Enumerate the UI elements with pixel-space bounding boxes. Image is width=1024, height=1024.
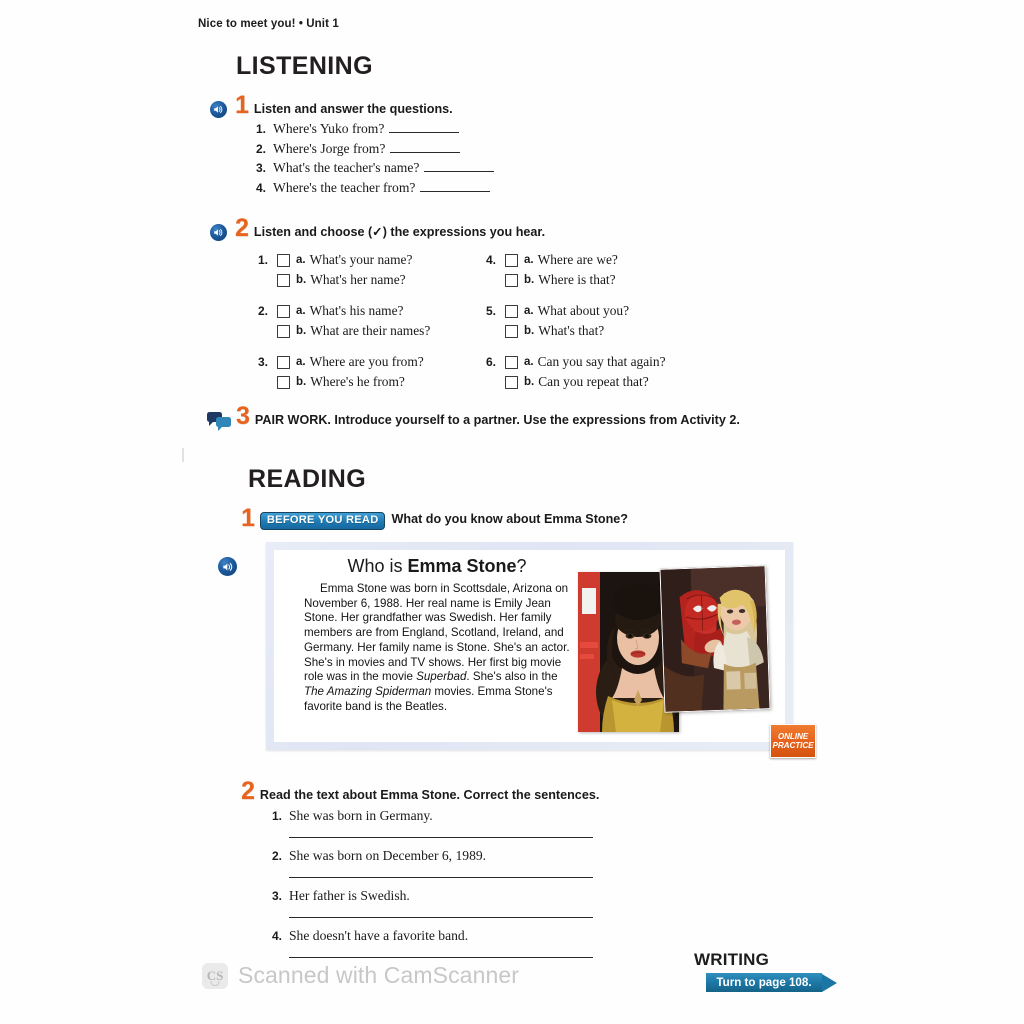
activity-listening-1 — [210, 93, 453, 118]
movie-title-superbad: Superbad — [416, 670, 467, 684]
listening-1-question-list — [256, 121, 494, 199]
before-you-read-badge: BEFORE YOU READ — [260, 512, 386, 530]
sentence-number: 1. — [272, 809, 283, 823]
answer-blank[interactable] — [389, 131, 459, 133]
choice-group — [486, 252, 714, 288]
choice-text: Can you repeat that? — [538, 374, 649, 389]
checkbox-3a[interactable] — [277, 356, 290, 369]
choice-letter: b. — [524, 325, 535, 337]
choice-letter: a. — [524, 254, 534, 266]
arrow-tip-icon — [822, 974, 837, 992]
choice-text: Can you say that again? — [537, 354, 666, 369]
choice-row — [258, 323, 486, 339]
choice-letter: a. — [524, 356, 534, 368]
choice-letter: b. — [296, 376, 307, 388]
question-number: 3. — [256, 161, 267, 175]
passage-part-2: . She's also in the — [466, 670, 558, 684]
checkbox-2b[interactable] — [277, 325, 290, 338]
list-item — [272, 928, 593, 958]
activity-listening-2 — [210, 216, 545, 241]
speaker-icon[interactable] — [210, 224, 227, 241]
choice-text: What's your name? — [309, 252, 413, 267]
choice-group — [258, 303, 486, 339]
choice-text: What about you? — [537, 303, 630, 318]
passage-part-1: Emma Stone was born in Scottsdale, Arizona on November 6, 1988. Her real name is Emily Jean Stone. Her grandfather was Swedish. Her family members are from England, Scotland, Ireland, and Germany. Her family name is Stone. She's an actor. She's in movies and TV shows. Her first big movie role was in the movie — [304, 582, 570, 684]
question-number: 1. — [256, 122, 267, 136]
checkbox-5a[interactable] — [505, 305, 518, 318]
activity-instruction: PAIR WORK. Introduce yourself to a partner. Use the expressions from Activity 2. — [254, 413, 740, 428]
answer-blank[interactable] — [390, 151, 460, 153]
choice-text: What's that? — [538, 323, 605, 338]
choice-row — [258, 354, 486, 370]
reading-passage-title — [302, 556, 572, 577]
choice-text: What's his name? — [309, 303, 404, 318]
speaker-icon[interactable] — [218, 557, 237, 576]
question-text: What's the teacher's name? — [273, 160, 420, 175]
item-number: 5. — [486, 304, 497, 318]
online-practice-line-1: ONLINE — [777, 731, 809, 741]
activity-reading-2 — [241, 779, 599, 804]
title-prefix: Who is — [347, 556, 408, 576]
answer-blank[interactable] — [289, 957, 593, 958]
title-suffix: ? — [516, 556, 527, 576]
sentence-number: 2. — [272, 849, 283, 863]
list-item — [272, 848, 593, 878]
choice-letter: b. — [524, 376, 535, 388]
list-item — [256, 160, 494, 176]
section-heading-listening: LISTENING — [236, 52, 373, 80]
choice-row — [258, 374, 486, 390]
sentence-text: She doesn't have a favorite band. — [289, 928, 469, 943]
passage-part-3: movies. Emma Stone's favorite band is the Beatles. — [304, 685, 553, 713]
answer-blank[interactable] — [420, 190, 490, 192]
choice-text: What's her name? — [310, 272, 406, 287]
list-item — [272, 888, 593, 918]
choice-row — [486, 252, 714, 268]
checkbox-2a[interactable] — [277, 305, 290, 318]
choice-text: What are their names? — [310, 323, 431, 338]
choice-row — [486, 323, 714, 339]
checkbox-5b[interactable] — [505, 325, 518, 338]
activity-number: 1 — [241, 504, 255, 532]
list-item — [256, 121, 494, 137]
title-name: Emma Stone — [407, 556, 517, 576]
checkbox-6b[interactable] — [505, 376, 518, 389]
choice-row — [486, 272, 714, 288]
choice-group — [258, 252, 486, 288]
camscanner-text: Scanned with CamScanner — [238, 962, 520, 988]
list-item — [272, 808, 593, 838]
writing-section-footer — [694, 950, 838, 992]
choice-group — [486, 354, 714, 390]
reading-passage-panel — [266, 542, 793, 750]
choice-letter: a. — [524, 305, 534, 317]
choice-row — [258, 252, 486, 268]
choice-letter: a. — [296, 305, 306, 317]
reading-2-correction-list — [272, 808, 593, 968]
activity-instruction: Listen and answer the questions. — [253, 102, 453, 117]
choice-row — [258, 272, 486, 288]
checkbox-1b[interactable] — [277, 274, 290, 287]
scan-artifact — [182, 448, 184, 462]
choice-row — [258, 303, 486, 319]
question-text: Where's Jorge from? — [273, 140, 386, 156]
item-number: 4. — [486, 253, 497, 267]
choice-row — [486, 354, 714, 370]
camscanner-watermark — [202, 962, 519, 989]
checkbox-4b[interactable] — [505, 274, 518, 287]
reading-passage-body — [304, 582, 572, 714]
item-number: 2. — [258, 304, 269, 318]
activity-reading-1 — [241, 506, 628, 531]
turn-to-page-label: Turn to page 108. — [706, 973, 822, 992]
pair-work-speech-bubbles-icon — [207, 412, 232, 429]
section-heading-writing: WRITING — [694, 950, 770, 969]
sentence-text: She was born on December 6, 1989. — [289, 848, 487, 863]
choice-letter: a. — [296, 356, 306, 368]
activity-instruction: Read the text about Emma Stone. Correct the sentences. — [259, 788, 600, 803]
listening-2-choice-grid — [258, 252, 714, 405]
question-text: Where's the teacher from? — [273, 179, 416, 195]
checkbox-1a[interactable] — [277, 254, 290, 267]
answer-blank[interactable] — [289, 837, 593, 838]
choice-letter: b. — [296, 325, 307, 337]
answer-blank[interactable] — [424, 170, 494, 172]
activity-listening-3 — [207, 404, 740, 429]
choice-text: Where is that? — [538, 272, 616, 287]
turn-to-page-banner[interactable] — [706, 973, 838, 992]
list-item — [256, 141, 494, 157]
choice-text: Where are we? — [537, 252, 618, 267]
speaker-icon[interactable] — [210, 101, 227, 118]
list-item — [256, 180, 494, 196]
reading-audio-icon-wrapper — [218, 557, 237, 578]
choice-row — [486, 303, 714, 319]
checkbox-3b[interactable] — [277, 376, 290, 389]
emma-stone-with-spiderman-photo — [660, 565, 771, 713]
sentence-text: She was born in Germany. — [289, 808, 433, 823]
online-practice-badge[interactable] — [770, 724, 816, 758]
camscanner-icon: CS — [202, 963, 228, 989]
activity-number: 2 — [241, 777, 255, 805]
sentence-number: 3. — [272, 889, 283, 903]
question-number: 2. — [256, 141, 267, 156]
item-number: 1. — [258, 253, 269, 267]
activity-instruction: What do you know about Emma Stone? — [391, 512, 628, 527]
sentence-text: Her father is Swedish. — [289, 888, 410, 903]
online-practice-line-2: PRACTICE — [772, 741, 814, 750]
item-number: 3. — [258, 355, 269, 369]
section-heading-reading: READING — [248, 465, 367, 493]
choice-letter: a. — [296, 254, 306, 266]
choice-text: Where's he from? — [310, 374, 405, 389]
activity-number: 3 — [236, 402, 250, 430]
choice-group — [486, 303, 714, 339]
answer-blank[interactable] — [289, 917, 593, 918]
activity-instruction: Listen and choose (✓) the expressions you hear. — [253, 225, 546, 240]
running-head: Nice to meet you! • Unit 1 — [198, 18, 339, 30]
answer-blank[interactable] — [289, 877, 593, 878]
question-text: Where's Yuko from? — [273, 121, 385, 136]
choice-group — [258, 354, 486, 390]
activity-number: 1 — [235, 91, 249, 119]
item-number: 6. — [486, 355, 497, 369]
checkbox-6a[interactable] — [505, 356, 518, 369]
checkbox-4a[interactable] — [505, 254, 518, 267]
activity-number: 2 — [235, 214, 249, 242]
choice-letter: b. — [524, 274, 535, 286]
choice-row — [486, 374, 714, 390]
question-number: 4. — [256, 180, 267, 195]
movie-title-spiderman: The Amazing Spiderman — [304, 685, 432, 699]
choice-text: Where are you from? — [309, 354, 424, 369]
sentence-number: 4. — [272, 929, 283, 943]
choice-letter: b. — [296, 274, 307, 286]
